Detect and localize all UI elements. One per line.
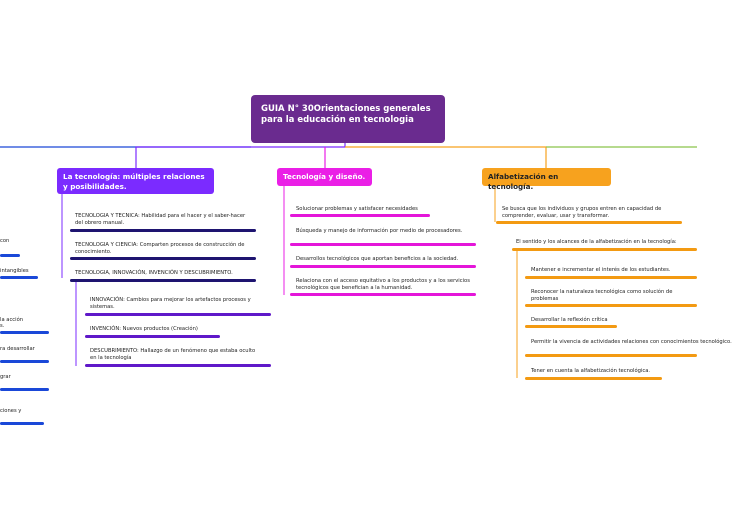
literacy-sub-5-label: Tener en cuenta la alfabetización tecnológica. [531, 368, 651, 374]
left-fragment-7-label: ciones y [0, 408, 22, 414]
tech-item-1-label: TECNOLOGIA Y TECNICA: Habilidad para el hacer y el saber-hacer del obrero manual. [75, 213, 246, 226]
tech-sub-1-label: INNOVACIÓN: Cambios para mejorar los artefactos procesos y sistemas. [90, 297, 251, 310]
literacy-sub-4[interactable] [531, 339, 732, 346]
left-fragment-5-bar [0, 360, 49, 363]
tech-sub-3[interactable] [90, 348, 260, 362]
tech-sub-2-label: INVENCIÓN: Nuevos productos (Creación) [90, 326, 198, 332]
tech-item-2-label: TECNOLOGIA Y CIENCIA: Comparten procesos de construcción de conocimiento. [75, 242, 245, 255]
tech-sub-1[interactable] [90, 297, 270, 311]
tech-sub-3-bar [85, 364, 271, 367]
left-fragment-1-label: con [0, 238, 10, 244]
literacy-sub-4-bar [525, 354, 697, 357]
design-item-3-bar [290, 265, 476, 268]
tech-sub-2-bar [85, 335, 220, 338]
literacy-sub-2[interactable] [531, 289, 691, 303]
design-item-2-label: Búsqueda y manejo de información por medio de procesadores. [296, 228, 463, 234]
literacy-sub-1-label: Mantener e incrementar el interés de los estudiantes. [531, 267, 671, 273]
design-item-1-label: Solucionar problemas y satisfacer necesidades [296, 206, 418, 212]
left-fragment-6[interactable] [0, 374, 11, 381]
literacy-sub-5-bar [525, 377, 662, 380]
left-fragment-1[interactable] [0, 238, 9, 245]
left-fragment-6-bar [0, 388, 49, 391]
tech-item-1-bar [70, 229, 256, 232]
design-item-3[interactable] [296, 256, 476, 263]
design-item-2-bar [290, 243, 476, 246]
design-item-1-bar [290, 214, 430, 217]
tech-item-3-label: TECNOLOGIA, INNOVACIÓN, INVENCIÓN Y DESCUBRIMIENTO. [75, 270, 233, 276]
left-fragment-2-label: intangibles [0, 268, 29, 274]
tech-sub-2[interactable] [90, 326, 270, 333]
left-fragment-4[interactable] [0, 323, 4, 330]
design-item-2[interactable] [296, 228, 466, 235]
topic-design-title: Tecnología y diseño. [283, 172, 366, 181]
left-fragment-2[interactable] [0, 268, 29, 275]
left-fragment-5-label: ra desarrollar [0, 346, 35, 352]
literacy-sub-2-bar [525, 304, 697, 307]
design-item-1[interactable] [296, 206, 456, 213]
left-fragment-1-bar [0, 254, 20, 257]
root-title: GUIA N° 30Orientaciones generales para la educación en tecnologia [261, 104, 431, 125]
tech-item-3-bar [70, 279, 256, 282]
topic-literacy[interactable] [482, 168, 611, 191]
design-item-4[interactable] [296, 278, 471, 292]
literacy-sub-4-label: Permitir la vivencia de actividades relaciones con conocimientos tecnológico. [531, 339, 732, 345]
literacy-sub-3[interactable] [531, 317, 691, 324]
literacy-sub-3-bar [525, 325, 617, 328]
left-fragment-7-bar [0, 422, 44, 425]
literacy-sub-1[interactable] [531, 267, 691, 274]
tech-item-2[interactable] [75, 242, 253, 256]
tech-item-1[interactable] [75, 213, 253, 227]
literacy-item-2-label: El sentido y los alcances de la alfabetización en la tecnología: [516, 239, 677, 245]
design-item-4-label: Relaciona con el acceso equitativo a los productos y a los servicios tecnológicos que benefician a la humanidad. [296, 278, 470, 291]
tech-sub-1-bar [85, 313, 271, 316]
topic-tech-title: La tecnología: múltiples relaciones y posibilidades. [63, 172, 205, 191]
design-item-4-bar [290, 293, 476, 296]
left-fragment-3-label: la acción [0, 317, 24, 323]
literacy-item-1-label: Se busca que los individuos y grupos entren en capacidad de comprender, evaluar, usar y transformar. [502, 206, 662, 219]
root-node[interactable] [251, 95, 445, 143]
literacy-item-2-bar [512, 248, 697, 251]
literacy-sub-3-label: Desarrollar la reflexión crítica [531, 317, 608, 323]
topic-literacy-title: Alfabetización en tecnología. [488, 172, 559, 191]
left-fragment-2-bar [0, 276, 38, 279]
design-item-3-label: Desarrollos tecnológicos que aportan beneficios a la sociedad. [296, 256, 459, 262]
literacy-sub-5[interactable] [531, 368, 691, 375]
literacy-sub-2-label: Reconocer la naturaleza tecnológica como solución de problemas [531, 289, 673, 302]
literacy-item-2[interactable] [516, 239, 696, 246]
topic-design[interactable] [277, 168, 372, 186]
tech-sub-3-label: DESCUBRIMIENTO: Hallazgo de un fenómeno que estaba oculto en la tecnología [90, 348, 256, 361]
topic-tech[interactable] [57, 168, 214, 194]
left-fragment-3-bar [0, 331, 49, 334]
literacy-item-1-bar [496, 221, 682, 224]
left-fragment-7[interactable] [0, 408, 21, 415]
left-fragment-4-label: s. [0, 323, 5, 329]
left-fragment-6-label: grar [0, 374, 11, 380]
left-fragment-5[interactable] [0, 346, 35, 353]
literacy-sub-1-bar [525, 276, 697, 279]
tech-item-2-bar [70, 257, 256, 260]
literacy-item-1[interactable] [502, 206, 680, 220]
tech-item-3[interactable] [75, 270, 260, 277]
